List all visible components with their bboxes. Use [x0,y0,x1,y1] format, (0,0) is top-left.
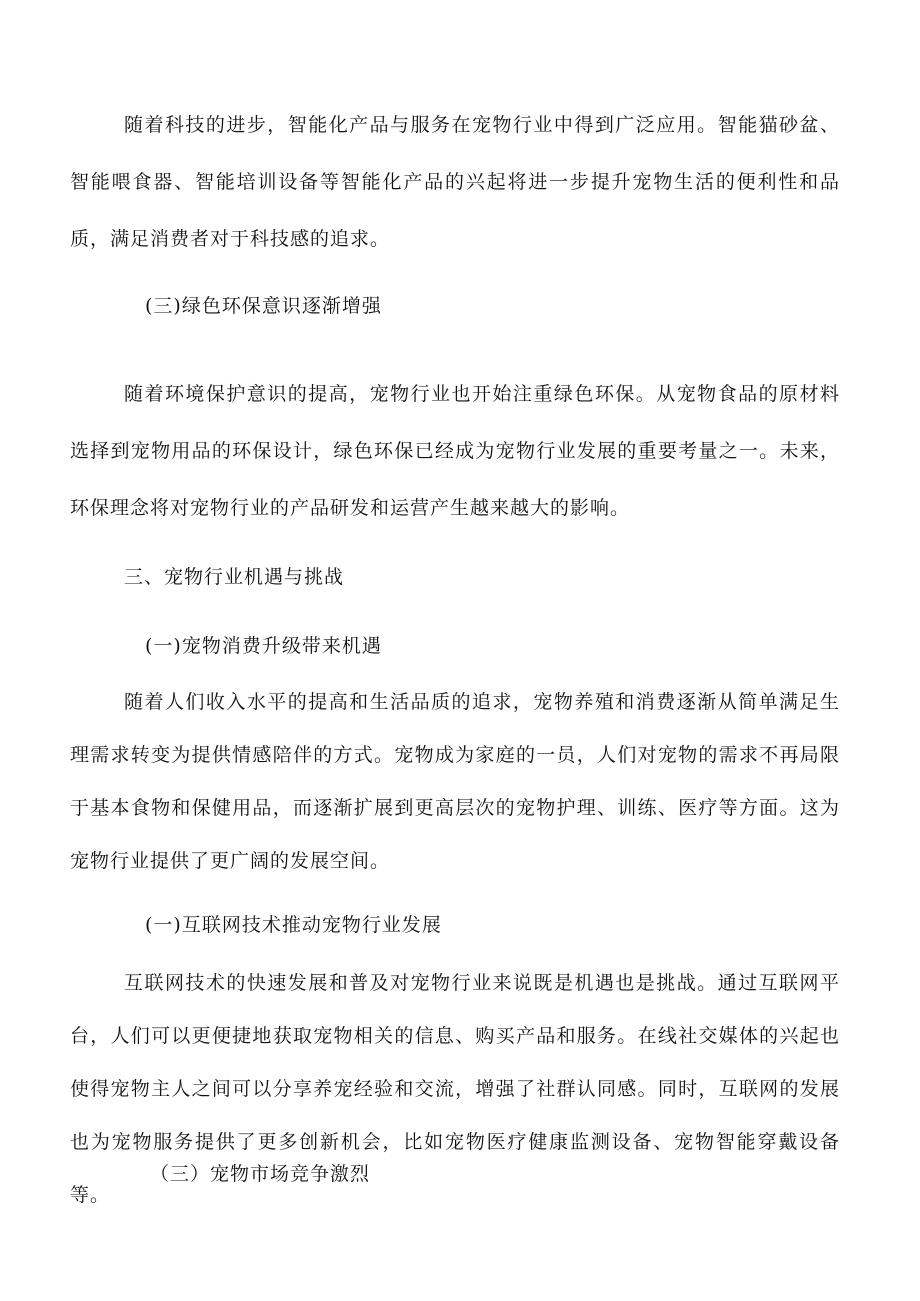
section-heading-market-competition: （三）宠物市场竞争激烈 [150,1163,371,1185]
paragraph-smart-products: 随着科技的进步，智能化产品与服务在宠物行业中得到广泛应用。智能猫砂盆、智能喂食器、智能培训设备等智能化产品的兴起将进一步提升宠物生活的便利性和品质，满足消费者对于科技感的追求。 [70,114,840,250]
chapter-heading-opportunities-challenges: 三、宠物行业机遇与挑战 [124,566,345,588]
paragraph-consumption-upgrade: 随着人们收入水平的提高和生活品质的追求，宠物养殖和消费逐渐从简单满足生理需求转变为提供情感陪伴的方式。宠物成为家庭的一员，人们对宠物的需求不再局限于基本食物和保健用品，而逐渐扩展到更高层次的宠物护理、训练、医疗等方面。这为宠物行业提供了更广阔的发展空间。 [70,691,840,872]
section-heading-internet-technology: (一)互联网技术推动宠物行业发展 [145,914,442,936]
paragraph-internet-technology: 互联网技术的快速发展和普及对宠物行业来说既是机遇也是挑战。通过互联网平台，人们可以更便捷地获取宠物相关的信息、购买产品和服务。在线社交媒体的兴起也使得宠物主人之间可以分享养宠经验和交流，增强了社群认同感。同时，互联网的发展也为宠物服务提供了更多创新机会，比如宠物医疗健康监测设备、宠物智能穿戴设备等。 [70,972,840,1206]
paragraph-green-environment: 随着环境保护意识的提高，宠物行业也开始注重绿色环保。从宠物食品的原材料选择到宠物用品的环保设计，绿色环保已经成为宠物行业发展的重要考量之一。未来，环保理念将对宠物行业的产品研发和运营产生越来越大的影响。 [70,383,840,519]
section-heading-green-awareness: (三)绿色环保意识逐渐增强 [145,295,382,317]
section-heading-consumption-upgrade: (一)宠物消费升级带来机遇 [145,635,382,657]
